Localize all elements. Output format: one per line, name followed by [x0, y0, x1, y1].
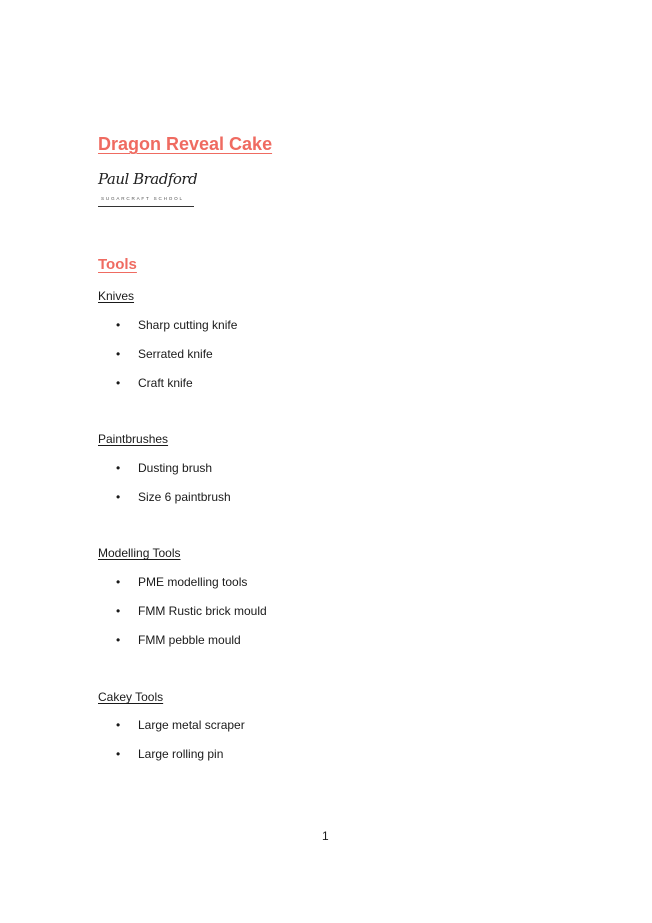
bullet-icon: •: [116, 604, 121, 618]
bullet-icon: •: [116, 461, 121, 475]
group-heading-modelling-tools: Modelling Tools: [98, 546, 181, 560]
list-item-label: Large rolling pin: [138, 747, 224, 761]
list-item-label: PME modelling tools: [138, 575, 248, 589]
list-item-label: FMM Rustic brick mould: [138, 604, 267, 618]
bullet-icon: •: [116, 376, 121, 390]
bullet-icon: •: [116, 575, 121, 589]
document-title: Dragon Reveal Cake: [98, 134, 273, 154]
logo-underline: [98, 206, 194, 207]
list-item-label: Dusting brush: [138, 461, 213, 475]
list-item-label: Sharp cutting knife: [138, 318, 238, 332]
list-item-label: Serrated knife: [138, 347, 213, 361]
group-heading-knives: Knives: [98, 289, 135, 303]
section-title-tools: Tools: [98, 256, 137, 273]
paul-bradford-logo: [98, 170, 198, 210]
list-item-label: Large metal scraper: [138, 718, 245, 732]
bullet-icon: •: [116, 347, 121, 361]
group-heading-cakey-tools: Cakey Tools: [98, 690, 164, 704]
bullet-icon: •: [116, 747, 121, 761]
page-number: 1: [322, 829, 329, 843]
list-item-label: Size 6 paintbrush: [138, 490, 231, 504]
bullet-icon: •: [116, 633, 121, 647]
list-item-label: Craft knife: [138, 376, 193, 390]
group-heading-paintbrushes: Paintbrushes: [98, 432, 169, 446]
logo-subtitle: SUGARCRAFT SCHOOL: [101, 196, 184, 201]
list-item-label: FMM pebble mould: [138, 633, 241, 647]
bullet-icon: •: [116, 718, 121, 732]
logo-signature: Paul Bradford: [98, 170, 198, 188]
bullet-icon: •: [116, 318, 121, 332]
bullet-icon: •: [116, 490, 121, 504]
